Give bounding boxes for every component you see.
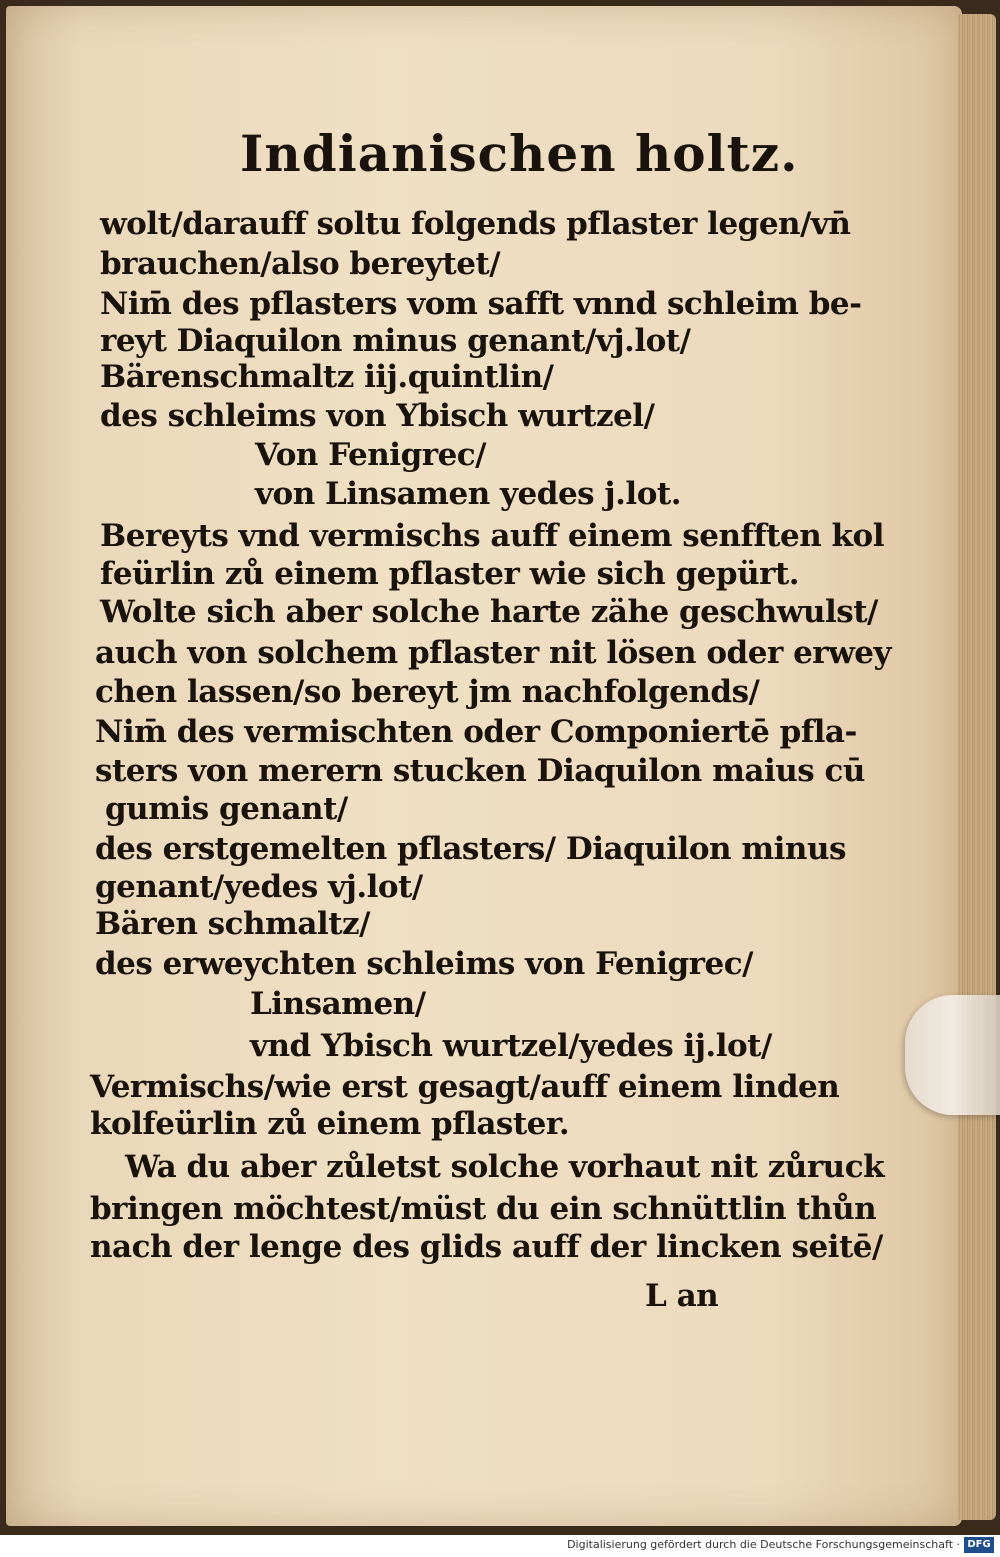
text-line-15: sters von merern stucken Diaquilon maius cū [95,753,865,789]
catchword: L an [645,1278,719,1314]
text-line-26: bringen möchtest/müst du ein schnüttlin thůn [90,1191,877,1227]
text-line-20: des erweychten schleims von Fenigrec/ [95,946,753,982]
text-line-16: gumis genant/ [105,791,348,827]
text-line-21: Linsamen/ [250,986,426,1022]
page-edges [958,14,996,1520]
text-line-23: Vermischs/wie erst gesagt/auff einem linden [90,1069,840,1105]
text-line-13: chen lassen/so bereyt jm nachfolgends/ [95,674,760,710]
text-line-3: Nim̄ des pflasters vom safft vnnd schleim be- [100,286,862,322]
text-line-8: von Linsamen yedes j.lot. [255,476,681,512]
text-line-27: nach der lenge des glids auff der lincken seitē/ [90,1229,883,1265]
text-line-2: brauchen/also bereytet/ [100,246,501,282]
text-line-7: Von Fenigrec/ [255,437,486,473]
text-line-11: Wolte sich aber solche harte zähe geschwulst/ [100,594,878,630]
text-line-22: vnd Ybisch wurtzel/yedes ij.lot/ [250,1028,772,1064]
text-line-25: Wa du aber zůletst solche vorhaut nit zůruck [125,1149,885,1185]
text-line-9: Bereyts vnd vermischs auff einem senfften kol [100,518,884,554]
funding-note: Digitalisierung gefördert durch die Deutsche Forschungsgemeinschaft · [567,1538,960,1551]
text-line-1: wolt/darauff soltu folgends pflaster legen/vn̄ [100,206,851,242]
text-line-4: reyt Diaquilon minus genant/vj.lot/ [100,323,691,359]
text-line-10: feürlin zů einem pflaster wie sich gepürt. [100,556,800,592]
page-title: Indianischen holtz. [240,124,799,183]
footer-bar [0,1535,1000,1557]
text-line-6: des schleims von Ybisch wurtzel/ [100,398,655,434]
dfg-logo: DFG [964,1537,994,1553]
text-line-19: Bären schmaltz/ [95,906,370,942]
text-line-24: kolfeürlin zů einem pflaster. [90,1106,570,1142]
text-line-17: des erstgemelten pflasters/ Diaquilon minus [95,831,846,867]
text-line-14: Nim̄ des vermischten oder Componiertē pfla- [95,714,857,750]
text-line-18: genant/yedes vj.lot/ [95,869,423,905]
text-line-12: auch von solchem pflaster nit lösen oder erwey [95,635,892,671]
text-line-5: Bärenschmaltz iij.quintlin/ [100,359,554,395]
